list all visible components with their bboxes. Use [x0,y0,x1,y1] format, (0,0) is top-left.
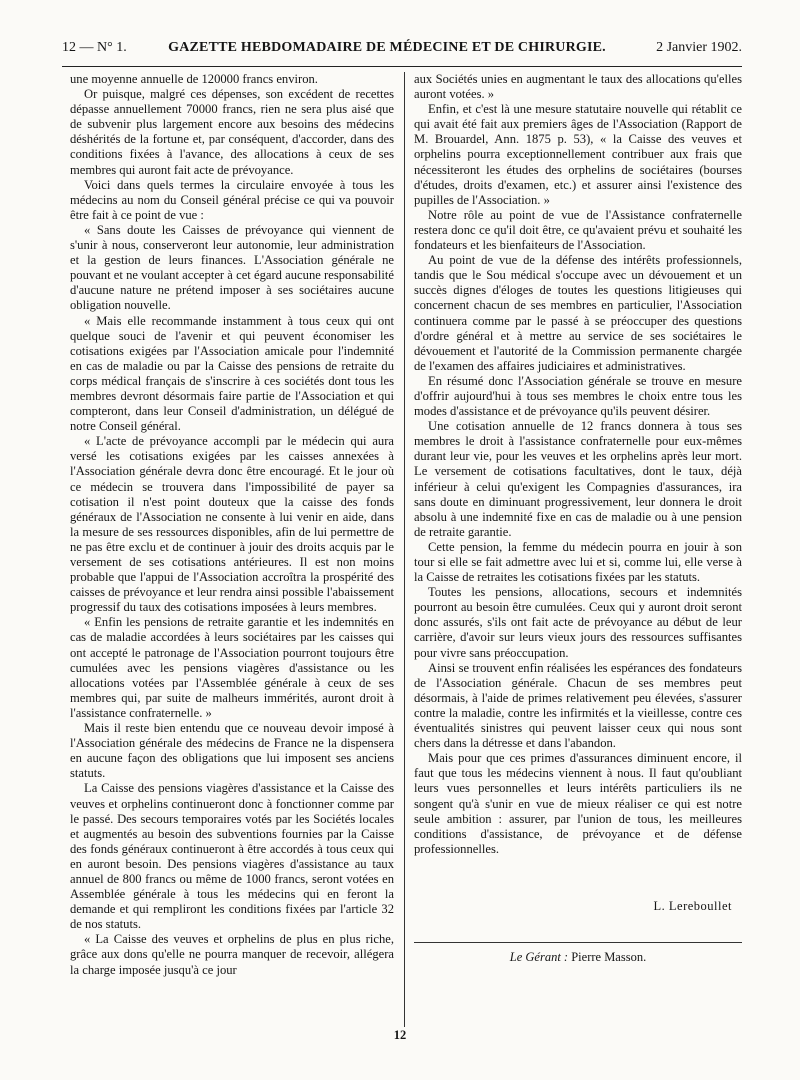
paragraph: Mais pour que ces primes d'assurances diminuent encore, il faut que tous les médecins viennent à nous. Il faut qu'oubliant leurs vues personnelles et leurs intérêts particuliers ils ne songent qu'à s'unir en vue de mieux réaliser ce qui est notre seule ambition : assurer, par l'union de tous, les meilleures conditions d'assistance, de prévoyance et de défense professionnelles. [414,751,742,856]
page-number: 12 [393,1028,407,1042]
running-header [62,40,742,62]
paragraph: Notre rôle au point de vue de l'Assistance confraternelle restera donc ce qu'il doit être, ce qu'avaient prévu et souhaité les fondateurs et les bienfaiteurs de l'Association. [414,207,742,253]
header-rule [62,66,742,67]
journal-title: GAZETTE HEBDOMADAIRE DE MÉDECINE ET DE CHIRURGIE. [168,40,606,55]
paragraph: « La Caisse des veuves et orphelins de plus en plus riche, grâce aux dons qu'elle ne pourra manquer de recevoir, allégera la charge imposée jusqu'à ce jour [70,932,394,977]
column-divider [404,72,405,1027]
paragraph: « Sans doute les Caisses de prévoyance qui viennent de s'unir à nous, conserveront leur autonomie, leur administration et la gestion de leurs finances. L'Association générale ne pouvant et ne voulant accepter à cet égard aucune responsabilité d'aucune nature ne prétend imposer à ses sociétaires aucune obligation nouvelle. [70,222,394,313]
author-signature: L. Lereboullet [653,899,732,913]
paragraph: Toutes les pensions, allocations, secours et indemnités pourront au besoin être cumulées. Ceux qui y auront droit seront donc assurés, s'ils ont fait acte de prévoyance au début de leur carrière, d'avoir sur leurs vieux jours des ressources suffisantes pour vivre sans préoccupation. [414,585,742,660]
paragraph: « Mais elle recommande instamment à tous ceux qui ont quelque souci de l'avenir et qui peuvent économiser les cotisations exigées par l'Association amicale pour l'indemnité en cas de maladie ou par la Caisse des pensions de retraite du corps médical français de s'inscrire à ces sociétés dont tous les membres devront désormais faire partie de l'Association et qui compteront, dans leur Conseil d'administration, un délégué de notre Conseil général. [70,313,394,434]
paragraph: Ainsi se trouvent enfin réalisées les espérances des fondateurs de l'Association générale. Chacun de ses membres peut désormais, à l'aide de primes relativement peu élevées, s'assurer contre la maladie, contre les infirmités et la vieillesse, contre ces éventualités sinistres qui peuvent laisser ceux qui nous sont chers dans la détresse et dans l'abandon. [414,660,742,751]
paragraph: Au point de vue de la défense des intérêts professionnels, tandis que le Sou médical s'occupe avec un dévouement et un succès dignes d'éloges de toutes les questions litigieuses qui concernent chacun de ses membres en particulier, l'Association continuera comme par le passé à se préoccuper des questions d'ordre général et à mettre au service de ses sociétaires le dévouement et l'autorité de la Commission permanente chargée de l'examen des affaires judiciaires et administratives. [414,253,742,373]
left-column [70,72,394,1022]
paragraph: Or puisque, malgré ces dépenses, son excédent de recettes dépasse annuellement 70000 francs, rien ne sera plus aisé que de subvenir plus largement encore aux besoins des médecins déshérités de la fortune et, par conséquent, d'accorder, dans des conditions fixées à l'avance, des allocations à ceux de ses membres qui auront fait acte de prévoyance. [70,87,394,177]
issue-date: 2 Janvier 1902. [656,40,742,55]
paragraph: « Enfin les pensions de retraite garantie et les indemnités en cas de maladie accordées à leurs sociétaires par les caisses qui ont accepté le patronage de l'Association pourront toujours être cumulées avec les pensions viagères d'assistance ou les allocations votées par l'Assemblée générale à ceux de ses membres qui, par suite de malheurs immérités, auront droit à l'assistance confraternelle. » [70,615,394,720]
paragraph: Mais il reste bien entendu que ce nouveau devoir imposé à l'Association générale des médecins de France ne la dispensera en aucune façon des obligations que lui imposent ses anciens statuts. [70,721,394,781]
paragraph: « L'acte de prévoyance accompli par le médecin qui aura versé les cotisations exigées par les caisses annexées à l'Association générale devra donc être encouragé. Et le jour où ce médecin se trouvera dans l'impossibilité de payer sa cotisation il n'est point douteux que la caisse des fonds généraux de l'Association ne consente à lui venir en aide, dans la mesure de ses ressources disponibles, afin de lui permettre de ne pas être exclu et de continuer à jouir des droits acquis par le versement de ses cotisations antérieures. Il est non moins probable que l'appui de l'Association accroîtra la prospérité des caisses de prévoyance et leur rendra ainsi possible l'abaissement progressif du taux des cotisations imposées à leurs membres. [70,434,394,615]
paragraph: Voici dans quels termes la circulaire envoyée à tous les médecins au nom du Conseil général précise ce qui va pouvoir être fait à ce point de vue : [70,177,394,222]
footer-rule [414,942,742,943]
paragraph: Une cotisation annuelle de 12 francs donnera à tous ses membres le droit à l'assistance confraternelle pour eux-mêmes durant leur vie, pour les veuves et les orphelins après leur mort. Le versement de cotisations facultatives, dont le taux, déjà inférieur à celui qu'exigent les Compagnies d'assurances, ira sans doute en diminuant progressivement, leur donnera le droit absolu à une indemnité fixe en cas de maladie ou à une pension de retraite garantie. [414,419,742,539]
gerant-name: Pierre Masson. [571,950,647,964]
paragraph: La Caisse des pensions viagères d'assistance et la Caisse des veuves et orphelins continueront donc à fonctionner comme par le passé. Des secours temporaires votés par les Sociétés locales et augmentés au besoin des subventions fournies par la Caisse des fonds généraux continueront à être accordés à tous ceux qui en auront besoin. Des pensions viagères d'assistance au taux annuel de 800 francs ou même de 1000 francs, seront votées en Assemblée générale à tous les médecins qui en feront la demande et qui rempliront les conditions fixées par l'article 32 de nos statuts. [70,781,394,932]
page-issue-label: 12 — N° 1. [62,40,127,55]
paragraph: aux Sociétés unies en augmentant le taux des allocations qu'elles auront votées. » [414,72,742,102]
paragraph: Cette pension, la femme du médecin pourra en jouir à son tour si elle se fait admettre avec lui et si, comme lui, elle verse à la Caisse de retraites les cotisations fixées par les statuts. [414,539,742,585]
publisher-line [414,950,742,965]
paragraph: une moyenne annuelle de 120000 francs environ. [70,72,318,86]
right-column [414,72,742,952]
paragraph: En résumé donc l'Association générale se trouve en mesure d'offrir aujourd'hui à tous ses membres le choix entre tous les modes d'assistance et de prévoyance qu'ils peuvent désirer. [414,373,742,419]
paragraph: Enfin, et c'est là une mesure statutaire nouvelle qui rétablit ce qui avait été fait aux premiers âges de l'Association (Rapport de M. Brouardel, Ann. 1875 p. 53), « la Caisse des veuves et orphelins pourra exceptionnellement contribuer aux frais que nécessiteront les études des orphelins de sociétaires (bourses d'études, droits d'examen, etc.) et assurer ainsi l'existence des pupilles de l'Association. » [414,102,742,207]
gerant-label: Le Gérant : [509,950,569,964]
